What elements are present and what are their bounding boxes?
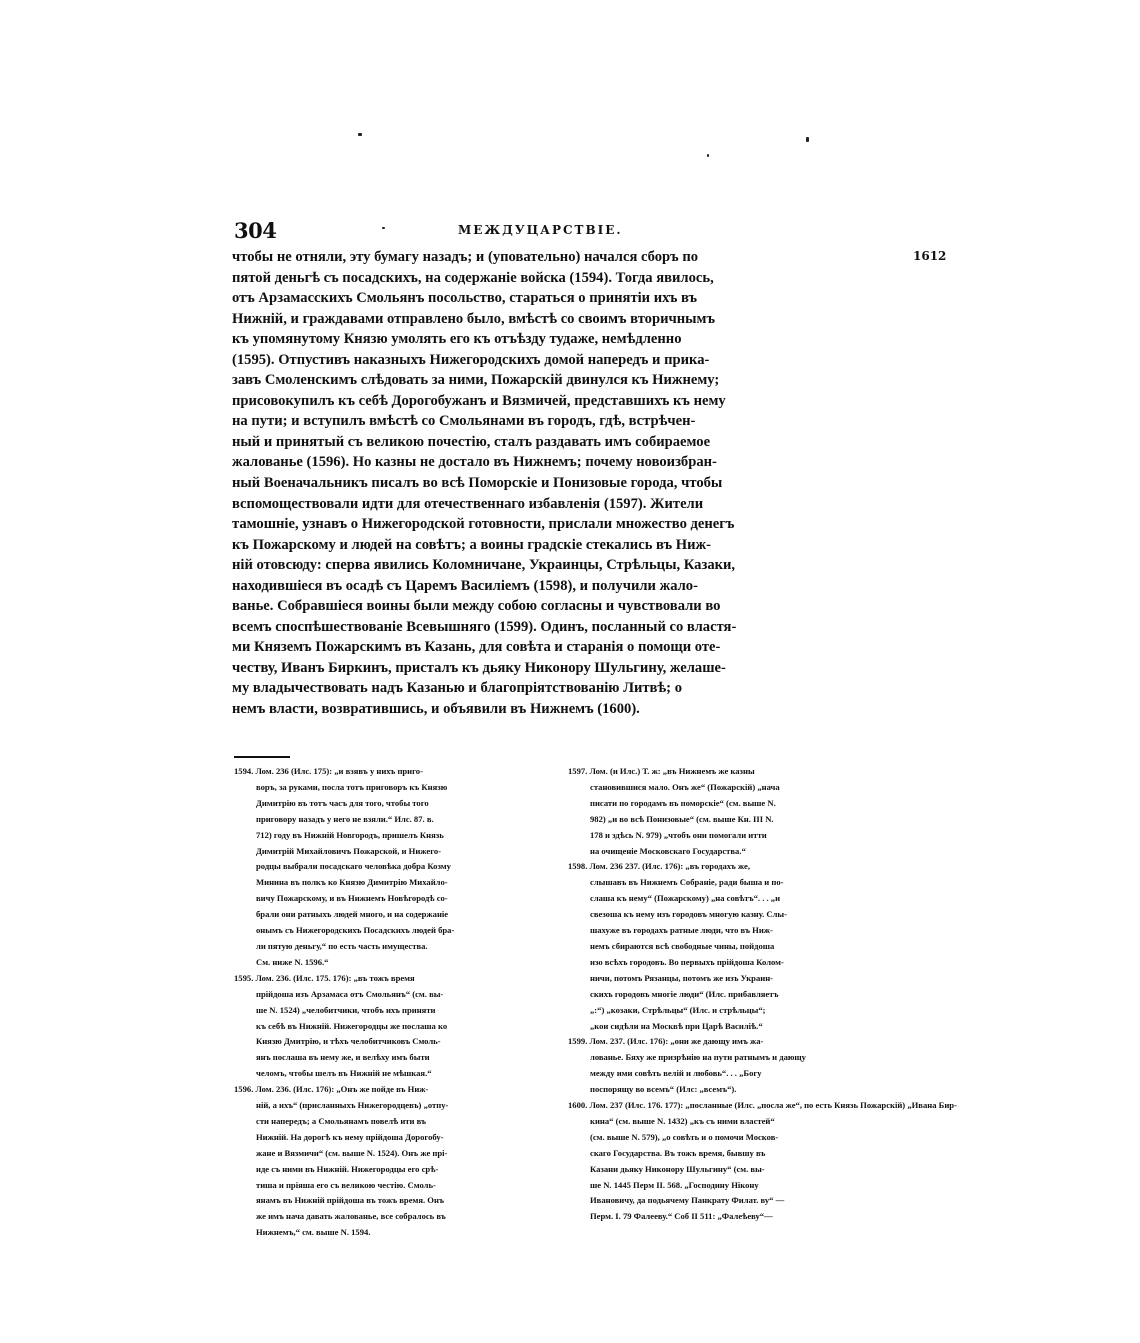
footnote-line: 178 и здѣсь N. 979) „чтобъ они помогали итти — [590, 829, 767, 840]
footnote-line: шахуже въ городахъ ратные люди, что въ Ниж- — [590, 925, 773, 936]
main-text-line: вспомоществовали идти для отечественнаго избавленія (1597). Жители — [232, 495, 704, 512]
footnote-line: Нижній. На дорогѣ къ нему прійдоша Дорогобу- — [256, 1131, 444, 1142]
footnote-line: ше N. 1524) „челобитчики, чтобъ ихъ приняти — [256, 1004, 436, 1015]
footnote-line: къ себѣ въ Нижній. Нижегородцы же послаша ко — [256, 1020, 448, 1031]
footnote-line: Нижнемъ,“ см. выше N. 1594. — [256, 1227, 371, 1238]
footnote-line: кина“ (см. выше N. 1432) „къ съ ними властей“ — [590, 1115, 775, 1126]
footnote-line: скихъ городовъ многіе люди“ (Илс. прибавляетъ — [590, 988, 779, 999]
footnote-line: сти напередъ; а Смольянамъ повелѣ ити въ — [256, 1115, 427, 1126]
footnote-line: Минина въ полкъ ко Князю Димитрію Михайло- — [256, 877, 448, 888]
main-text-line: (1595). Отпустивъ наказныхъ Нижегородскихъ домой напередъ и прика- — [232, 351, 710, 368]
footnote-line: 1597. Лом. (и Илс.) Т. ж: „въ Нижнемъ же казны — [568, 766, 755, 776]
footnote-line: челомъ, чтобы шелъ въ Нижній не мѣшкая.“ — [256, 1068, 432, 1079]
footnote-line: 1599. Лом. 237. (Илс. 176): „они же дающу имъ жа- — [568, 1036, 764, 1047]
footnote-line: воръ, за руками, посла тотъ приговоръ къ Князю — [256, 781, 448, 792]
margin-year: 1612 — [913, 249, 947, 263]
footnote-line: становившися мало. Онъ же“ (Пожарскій) „нача — [590, 781, 780, 792]
footnote-line: поспорящу во всемъ“ (Илс: „всемъ“). — [590, 1084, 737, 1095]
main-text-line: отъ Арзамасскихъ Смольянъ посольство, стараться о принятіи ихъ въ — [232, 290, 698, 307]
main-text-line: немъ власти, возвратившись, и объявили въ Нижнемъ (1600). — [232, 701, 640, 718]
footnote-line: немъ сбираются всѣ свободные чины, пойдоша — [590, 940, 775, 951]
footnote-line: же имъ нача давать жалованье, все собралось въ — [256, 1211, 446, 1222]
main-text-line: къ упомянутому Князю умолять его къ отъѣзду тудаже, немѣдленно — [232, 331, 682, 348]
footnote-line: 1595. Лом. 236. (Илс. 175. 176): „въ тожъ время — [234, 972, 415, 983]
footnotes-right-column — [568, 764, 957, 1225]
main-text-line: честву, Иванъ Биркинъ, присталъ къ дьяку Никонору Шульгину, желаше- — [232, 659, 726, 676]
footnote-line: вичу Пожарскому, и въ Нижнемъ Новѣгородѣ со- — [256, 893, 448, 904]
footnote-line: Димитрію въ тотъ часъ для того, чтобы того — [256, 797, 429, 808]
main-text-line: завъ Смоленскимъ слѣдовать за ними, Пожарскій двинулся къ Нижнему; — [232, 372, 720, 389]
footnote-line: Димитрій Михайловичъ Пожарской, и Нижего- — [256, 845, 442, 856]
main-text-line: къ Пожарскому и людей на совѣтъ; а воины градскіе стекались въ Ниж- — [232, 536, 711, 553]
footnote-line: жане и Вязмичи“ (см. выше N. 1524). Онъ же прі- — [256, 1147, 448, 1158]
main-text-line: находившіеся въ осадѣ съ Царемъ Василіемъ (1598), и получили жало- — [232, 577, 698, 594]
main-text-line: всемъ споспѣшествованіе Всевышняго (1599). Одинъ, посланный со властя- — [232, 618, 737, 635]
footnote-line: 1596. Лом. 236. (Илс. 176): „Онъ же пойде въ Ниж- — [234, 1084, 429, 1095]
footnote-line: ли пятую деньгу,“ по есть часть имущества. — [256, 940, 428, 951]
footnote-line: (см. выше N. 579), „о совѣть и о помочи Москов- — [590, 1131, 779, 1142]
main-text-line: Нижній, и граждавами отправлено было, вмѣстѣ со своимъ вторичнымъ — [232, 310, 715, 327]
footnote-line: скаго Государства. Въ тожъ время, бывшу въ — [590, 1147, 766, 1158]
footnote-line: прійдоша изъ Арзамаса отъ Смольянъ“ (см. вы- — [256, 988, 444, 999]
footnote-line: 1600. Лом. 237 (Илс. 176. 177): „посланные (Илс. „посла же“, по есть Князь Пожарскій) „Ивана Бир- — [568, 1100, 957, 1111]
scan-speck — [707, 154, 709, 157]
footnote-line: янъ послаша въ нему же, и велѣху имъ быти — [256, 1052, 430, 1063]
main-text-line: пятой деньгѣ съ посадскихъ, на содержаніе войска (1594). Тогда явилось, — [232, 269, 714, 286]
footnote-line: брали они ратныхъ людей много, и на содержаніе — [256, 909, 449, 920]
main-text-line: чтобы не отняли, эту бумагу назадъ; и (уповательно) начался сборъ по — [232, 249, 699, 265]
footnote-line: онымъ съ Нижегородскихъ Посадскихъ людей бра- — [256, 925, 455, 936]
footnote-line: ній, а ихъ“ (присланныхъ Нижегородцевъ) „отпу- — [256, 1100, 449, 1111]
main-text — [232, 247, 882, 720]
footnote-line: лованье. Бяху же призрѣнію на пути ратнымъ и дающу — [590, 1052, 806, 1063]
footnote-line: 1594. Лом. 236 (Илс. 175): „и взявъ у нихъ приго- — [234, 766, 423, 776]
footnote-line: иде съ ними въ Нижній. Нижегородцы его срѣ- — [256, 1163, 439, 1174]
footnote-line: приговору назадъ у него не взяли.“ Илс. 87. в. — [256, 813, 434, 824]
footnote-line: янамъ въ Нижній прійдоша въ тожъ время. Онъ — [256, 1195, 444, 1206]
footnote-line: См. ниже N. 1596.“ — [256, 956, 329, 967]
footnote-line: тиша и пріяша его съ великою честію. Смоль- — [256, 1179, 436, 1190]
main-text-line: на пути; и вступилъ вмѣстѣ со Смольянами въ городъ, гдѣ, встрѣчен- — [232, 413, 696, 430]
main-text-line: присовокупилъ къ себѣ Дорогобужанъ и Вязмичей, представшихъ къ нему — [232, 392, 726, 409]
footnote-line: писати по городамъ въ поморскіе“ (см. выше N. — [590, 797, 776, 808]
page-header — [234, 218, 874, 243]
footnote-line: изо всѣхъ городовъ. Во первыхъ прійдоша Колом- — [590, 956, 784, 967]
main-text-line: ный и принятый съ великою почестію, сталъ раздавать имъ собираемое — [232, 433, 711, 450]
footnote-line: слышавъ въ Нижнемъ Собраніе, ради быша и по- — [590, 877, 784, 888]
footnote-line: ше N. 1445 Перм II. 568. „Господину Нікону — [590, 1179, 759, 1190]
running-head: МЕЖДУЦАРСТВІЕ. — [458, 223, 623, 237]
page-number: 304 — [234, 218, 277, 243]
footnote-rule — [234, 756, 290, 758]
footnote-line: слаша къ нему“ (Пожарскому) „на совѣтъ“. . . „и — [590, 893, 781, 904]
footnote-line: Князю Дмитрію, и тѣхъ челобитчиковъ Смоль- — [256, 1036, 441, 1047]
main-text-line: ми Княземъ Пожарскимъ въ Казань, для совѣта и старанія о помощи оте- — [232, 639, 721, 656]
footnote-line: 712) году въ Нижній Новгородъ, пришелъ Князь — [256, 829, 444, 840]
footnote-line: 1598. Лом. 236 237. (Илс. 176): „въ городахъ же, — [568, 861, 750, 872]
footnote-line: 982) „и во всѣ Понизовые“ (см. выше Кн. III N. — [590, 813, 774, 824]
scan-speck — [358, 133, 362, 136]
footnote-line: „:“) „козаки, Стрѣльцы“ (Илс. и стрѣльцы“; — [590, 1004, 766, 1015]
main-text-line: жалованье (1596). Но казны не достало въ Нижнемъ; почему новоизбран- — [232, 454, 717, 471]
footnote-line: между ими совѣть велій и любовь“. . . „Богу — [590, 1068, 762, 1079]
footnote-line: Ивановичу, да подьячему Панкрату Филат. ву“ — — [590, 1195, 785, 1206]
footnotes-left-column — [234, 764, 554, 1241]
main-text-line: ванье. Собравшіеся воины были между собою согласны и чувствовали во — [232, 598, 721, 615]
footnote-line: свезоша къ нему изъ городовъ многую казну. Слы- — [590, 909, 787, 920]
footnote-line: Казани дьяку Никонору Шульгину“ (см. вы- — [590, 1163, 765, 1174]
footnote-line: ничи, потомъ Рязанцы, потомъ же изъ Украин- — [590, 972, 774, 983]
main-text-line: му владычествовать надъ Казанью и благопріятствованію Литвѣ; о — [232, 680, 682, 697]
main-text-line: ный Военачальникъ писалъ во всѣ Поморскіе и Понизовые города, чтобы — [232, 475, 723, 492]
scan-speck — [806, 137, 809, 142]
footnote-line: „кои сидѣли на Москвѣ при Царѣ Василіѣ.“ — [590, 1020, 763, 1031]
footnote-line: Перм. I. 79 Фалееву.“ Соб II 511: „Фалеѣеву“— — [590, 1211, 773, 1222]
main-text-line: ній отовсюду: сперва явились Коломничане, Украинцы, Стрѣльцы, Казаки, — [232, 557, 736, 574]
footnote-line: родцы выбрали посадскаго человѣка добра Козму — [256, 861, 451, 872]
main-text-line: тамошніе, узнавъ о Нижегородской готовности, прислали множество денегъ — [232, 516, 735, 533]
footnote-line: на очищеніе Московскаго Государства.“ — [590, 845, 746, 856]
